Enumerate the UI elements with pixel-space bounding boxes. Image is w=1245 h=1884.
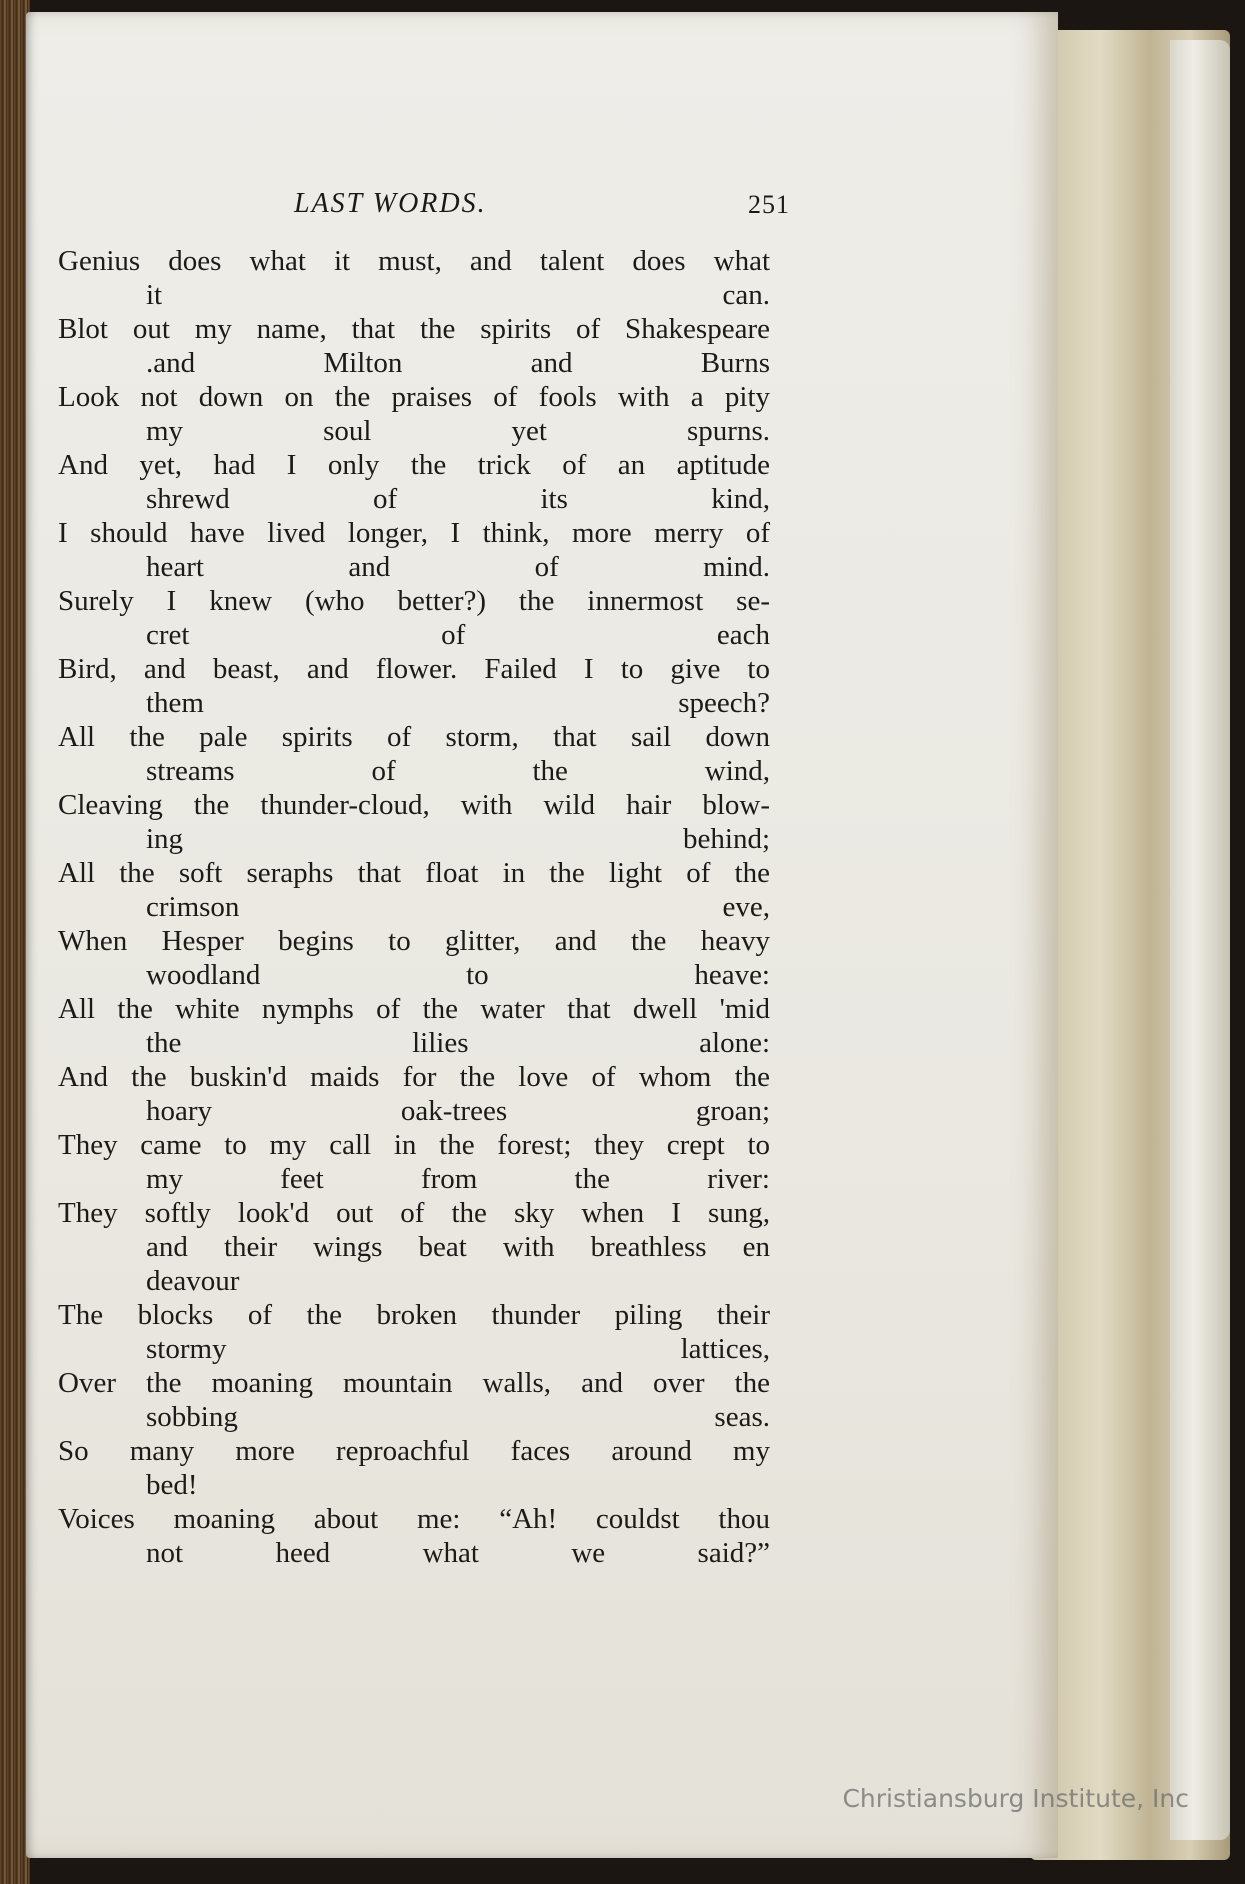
line-continuation: my feet from the river:	[146, 1163, 770, 1195]
poem-line	[58, 244, 770, 312]
page-number: 251	[748, 190, 790, 219]
line-first: I should have lived longer, I think, more merry of	[58, 517, 770, 549]
line-first: And yet, had I only the trick of an aptitude	[58, 449, 770, 481]
line-first: Cleaving the thunder-cloud, with wild hair blow-	[58, 789, 770, 821]
line-continuation: it can.	[146, 279, 770, 311]
watermark: Christiansburg Institute, Inc	[842, 1784, 1189, 1813]
line-continuation: hoary oak-trees groan;	[146, 1095, 770, 1127]
poem-line	[58, 856, 770, 924]
line-continuation: not heed what we said?”	[146, 1537, 770, 1569]
poem-line	[58, 1060, 770, 1128]
poem-line	[58, 312, 770, 380]
poem-line	[58, 788, 770, 856]
running-header	[270, 188, 790, 228]
book-cover-edge	[1170, 40, 1230, 1840]
line-first: Over the moaning mountain walls, and over the	[58, 1367, 770, 1399]
line-continuation: and their wings beat with breathless en	[146, 1231, 770, 1263]
poem-line	[58, 380, 770, 448]
poem-line	[58, 1196, 770, 1298]
line-continuation: them speech?	[146, 687, 770, 719]
line-first: They softly look'd out of the sky when I sung,	[58, 1197, 770, 1229]
line-continuation: sobbing seas.	[146, 1401, 770, 1433]
poem-line	[58, 1434, 770, 1502]
line-continuation: heart and of mind.	[146, 551, 770, 583]
line-continuation: woodland to heave:	[146, 959, 770, 991]
poem-line	[58, 1502, 770, 1570]
line-first: They came to my call in the forest; they crept to	[58, 1129, 770, 1161]
line-first: The blocks of the broken thunder piling their	[58, 1299, 770, 1331]
line-continuation: shrewd of its kind,	[146, 483, 770, 515]
line-first: All the white nymphs of the water that dwell 'mid	[58, 993, 770, 1025]
poem-line	[58, 516, 770, 584]
line-first: And the buskin'd maids for the love of whom the	[58, 1061, 770, 1093]
poem-text	[58, 244, 770, 1570]
poem-line	[58, 584, 770, 652]
line-continuation: cret of each	[146, 619, 770, 651]
poem-line	[58, 992, 770, 1060]
line-continuation: my soul yet spurns.	[146, 415, 770, 447]
line-continuation: bed!	[146, 1469, 198, 1501]
poem-line	[58, 924, 770, 992]
line-continuation: crimson eve,	[146, 891, 770, 923]
running-title: LAST WORDS.	[294, 188, 487, 219]
line-continuation: .and Milton and Burns	[146, 347, 770, 379]
line-first: So many more reproachful faces around my	[58, 1435, 770, 1467]
line-first: Bird, and beast, and flower. Failed I to give to	[58, 653, 770, 685]
line-first: All the soft seraphs that float in the light of the	[58, 857, 770, 889]
line-first: Surely I knew (who better?) the innermost se-	[58, 585, 770, 617]
line-continuation: the lilies alone:	[146, 1027, 770, 1059]
poem-line	[58, 652, 770, 720]
line-first: Genius does what it must, and talent does what	[58, 245, 770, 277]
line-first: All the pale spirits of storm, that sail down	[58, 721, 770, 753]
poem-line	[58, 1128, 770, 1196]
line-first: When Hesper begins to glitter, and the heavy	[58, 925, 770, 957]
line-continuation: stormy lattices,	[146, 1333, 770, 1365]
line-continuation: deavour	[146, 1265, 240, 1297]
poem-line	[58, 1298, 770, 1366]
line-continuation: streams of the wind,	[146, 755, 770, 787]
line-first: Look not down on the praises of fools with a pity	[58, 381, 770, 413]
line-first: Voices moaning about me: “Ah! couldst thou	[58, 1503, 770, 1535]
poem-line	[58, 1366, 770, 1434]
poem-line	[58, 720, 770, 788]
line-continuation: ing behind;	[146, 823, 770, 855]
poem-line	[58, 448, 770, 516]
line-first: Blot out my name, that the spirits of Shakespeare	[58, 313, 770, 345]
